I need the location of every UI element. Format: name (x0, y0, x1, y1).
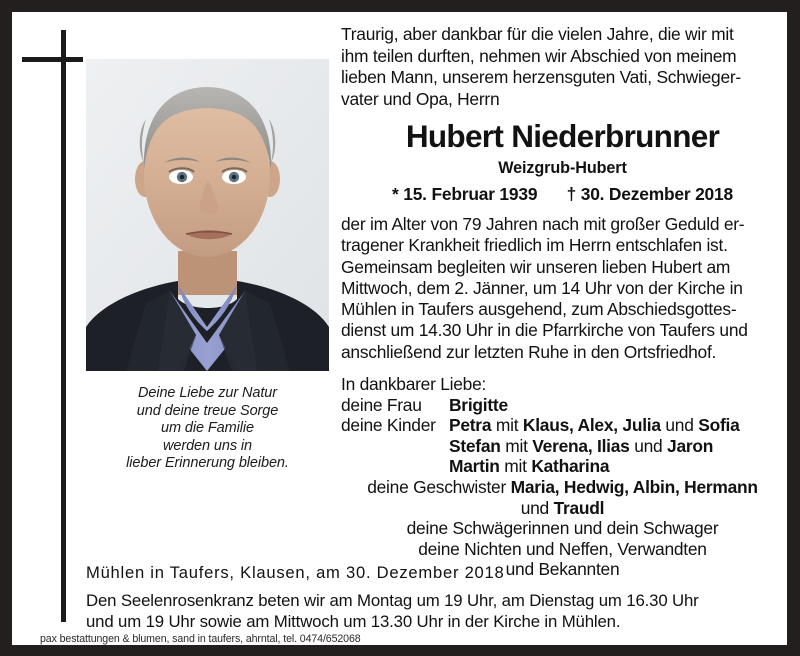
left-column (86, 59, 329, 473)
siblings-names: Maria, Hedwig, Albin, Hermann (510, 477, 758, 498)
epitaph-text (86, 385, 329, 473)
intro-text (341, 24, 784, 110)
child-conj-2: und (634, 435, 663, 456)
notice-page (12, 12, 787, 645)
wife-label: deine Frau (341, 394, 422, 415)
death-date: 30. Dezember 2018 (580, 184, 733, 204)
birth-symbol: * (392, 184, 399, 204)
child-partners-3: Katharina (531, 456, 610, 477)
body-line-3: Gemeinsam begleiten wir unseren lieben Hubert am (341, 256, 731, 277)
rosary-line-1: Den Seelenrosenkranz beten wir am Montag um 19 Uhr, am Dienstag um 16.30 Uhr (86, 591, 699, 610)
family-others-1: deine Schwägerinnen und dein Schwager (406, 518, 719, 539)
epitaph-line-1: Deine Liebe zur Natur (138, 385, 277, 401)
family-child-row-3 (341, 456, 784, 477)
siblings-last: Traudl (553, 497, 605, 518)
wife-name: Brigitte (449, 394, 508, 415)
child-partners-1: Klaus, Alex, Julia (522, 415, 661, 436)
family-others-3: und Bekannten (505, 559, 620, 580)
portrait-illustration (86, 59, 329, 371)
child-last-2: Jaron (667, 435, 714, 456)
intro-line-4: vater und Opa, Herrn (341, 88, 500, 109)
family-heading: In dankbarer Liebe: (341, 374, 487, 395)
cross-horizontal-bar (22, 57, 83, 62)
family-wife-row (341, 395, 784, 416)
family-siblings-row-2 (341, 498, 784, 519)
child-conj-1: und (665, 415, 694, 436)
cross-vertical-stem (61, 30, 66, 622)
family-child-row-1 (341, 415, 784, 436)
siblings-conj: und (520, 497, 549, 518)
deceased-nickname: Weizgrub-Hubert (498, 159, 627, 177)
body-line-1: der im Alter von 79 Jahren nach mit großer Geduld er- (341, 214, 745, 234)
child-last-1: Sofia (698, 415, 740, 436)
family-child-row-2 (341, 436, 784, 457)
rosary-line-2: und um 19 Uhr sowie am Mittwoch um 13.30 Uhr in der Kirche in Mühlen. (86, 611, 621, 631)
body-line-5: Mühlen in Taufers ausgehend, zum Abschiedsgottes- (341, 299, 737, 320)
footer-block (86, 563, 786, 632)
epitaph-line-4: werden uns in (163, 437, 252, 454)
child-with-3: mit (504, 456, 527, 477)
siblings-label: deine Geschwister (367, 477, 506, 498)
intro-line-2: ihm teilen durften, nehmen wir Abschied von meinem (341, 45, 737, 66)
child-with-1: mit (495, 415, 519, 436)
funeral-home-credit: pax bestattungen & blumen, sand in taufers, ahrntal, tel. 0474/652068 (40, 633, 361, 645)
child-partners-2: Verena, Ilias (532, 435, 630, 456)
epitaph-line-5: lieber Erinnerung bleiben. (126, 455, 289, 471)
child-name-1: Petra (449, 415, 492, 436)
announcement-body (341, 214, 784, 363)
intro-line-3: lieben Mann, unserem herzensguten Vati, Schwieger- (341, 67, 741, 87)
body-line-4: Mittwoch, dem 2. Jänner, um 14 Uhr von der Kirche in (341, 277, 743, 298)
portrait-photo (86, 59, 329, 371)
body-line-6: dienst um 14.30 Uhr in die Pfarrkirche von Taufers und (341, 320, 748, 341)
child-name-2: Stefan (449, 435, 501, 456)
rosary-info (86, 591, 786, 632)
family-siblings-row (341, 477, 784, 498)
child-with-2: mit (505, 435, 528, 456)
intro-line-1: Traurig, aber dankbar für die vielen Jahre, die wir mit (341, 24, 734, 44)
life-dates (341, 184, 784, 205)
child-name-3: Martin (449, 456, 500, 477)
family-others-2: deine Nichten und Neffen, Verwandten (418, 538, 707, 559)
epitaph-line-2: und deine treue Sorge (136, 402, 279, 419)
death-symbol: † (566, 184, 577, 204)
right-column (341, 24, 784, 580)
birth-date: 15. Februar 1939 (403, 184, 538, 204)
place-date-line: Mühlen in Taufers, Klausen, am 30. Dezember 2018 (86, 563, 505, 582)
children-label: deine Kinder (341, 415, 436, 436)
body-line-2: tragener Krankheit friedlich im Herrn entschlafen ist. (341, 235, 728, 256)
family-list (341, 374, 784, 580)
deceased-name: Hubert Niederbrunner (405, 118, 720, 154)
epitaph-line-3: um die Familie (161, 420, 254, 436)
body-line-7: anschließend zur letzten Ruhe in den Ortsfriedhof. (341, 341, 717, 362)
